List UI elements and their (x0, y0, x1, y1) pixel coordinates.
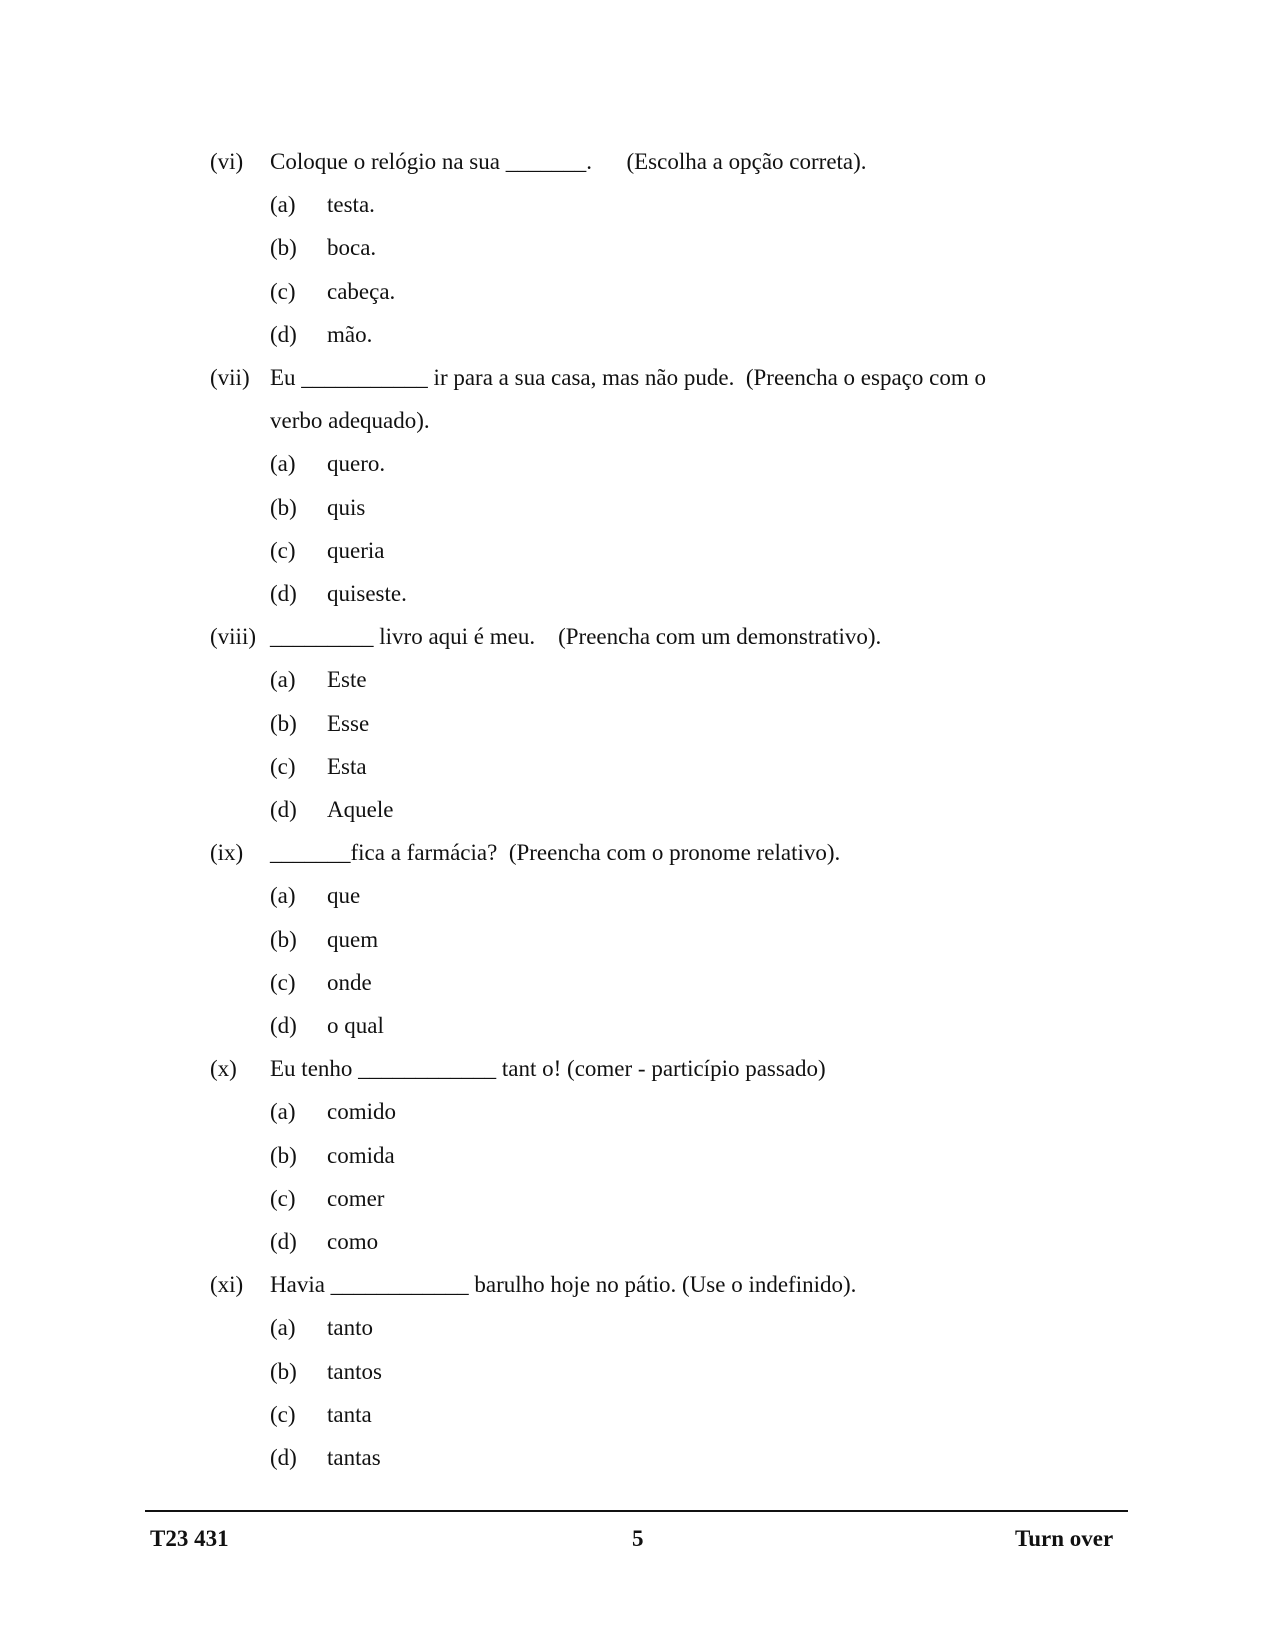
answer-option (210, 788, 1110, 831)
question-number: (x) (210, 1056, 237, 1082)
answer-option (210, 1350, 1110, 1393)
answer-option (210, 226, 1110, 269)
option-text: Este (327, 667, 367, 693)
answer-option (210, 1004, 1110, 1047)
question-text: Eu ___________ ir para a sua casa, mas não pude. (Preencha o espaço com o (270, 365, 986, 391)
option-text: tanto (327, 1315, 373, 1341)
answer-option (210, 1134, 1110, 1177)
question-block (210, 1263, 1110, 1479)
option-text: cabeça. (327, 278, 396, 304)
option-text: Aquele (327, 797, 394, 823)
option-text: tanta (327, 1401, 372, 1427)
question-text: _______fica a farmácia? (Preencha com o pronome relativo). (270, 840, 841, 866)
turn-over-label: Turn over (1015, 1526, 1114, 1551)
question-number: (vi) (210, 149, 244, 174)
question-block (210, 831, 1110, 1047)
option-text: queria (327, 537, 385, 563)
footer-divider (145, 1510, 1128, 1512)
option-text: mão. (327, 321, 373, 347)
option-label: (d) (270, 1445, 297, 1471)
option-label: (c) (270, 753, 296, 779)
option-text: testa. (327, 192, 375, 218)
option-label: (c) (270, 969, 296, 995)
option-text: Esta (327, 753, 367, 779)
question-stem (210, 831, 1110, 874)
question-block (210, 1047, 1110, 1263)
option-text: comer (327, 1185, 385, 1211)
option-label: (b) (270, 710, 297, 736)
option-text: tantas (327, 1445, 381, 1471)
answer-option (210, 1090, 1110, 1133)
option-label: (b) (270, 235, 297, 261)
option-text: quis (327, 494, 366, 520)
answer-option (210, 702, 1110, 745)
option-label: (d) (270, 321, 297, 347)
option-text: comido (327, 1099, 396, 1125)
option-label: (b) (270, 1358, 297, 1384)
question-number: (viii) (210, 624, 256, 650)
page-number: 5 (632, 1526, 644, 1551)
question-stem (210, 1263, 1110, 1306)
question-number: (ix) (210, 840, 244, 866)
answer-option (210, 1306, 1110, 1349)
question-number: (xi) (210, 1272, 244, 1298)
question-text: Coloque o relógio na sua _______. (Escolha a opção correta). (270, 149, 867, 174)
option-label: (c) (270, 1401, 296, 1427)
answer-option (210, 745, 1110, 788)
option-text: o qual (327, 1013, 384, 1039)
question-stem (210, 356, 1110, 399)
option-label: (a) (270, 883, 296, 909)
question-block (210, 615, 1110, 831)
answer-option (210, 918, 1110, 961)
question-text: Havia ____________ barulho hoje no pátio. (Use o indefinido). (270, 1272, 857, 1298)
option-label: (c) (270, 1185, 296, 1211)
answer-option (210, 486, 1110, 529)
question-text: _________ livro aqui é meu. (Preencha com um demonstrativo). (270, 624, 882, 650)
option-text: comida (327, 1142, 395, 1168)
option-label: (d) (270, 1013, 297, 1039)
question-stem (210, 140, 1110, 183)
option-text: Esse (327, 710, 370, 736)
option-text: como (327, 1229, 379, 1255)
option-label: (b) (270, 926, 297, 952)
option-label: (a) (270, 1099, 296, 1125)
option-label: (d) (270, 581, 297, 607)
option-label: (b) (270, 494, 297, 520)
option-label: (d) (270, 1229, 297, 1255)
answer-option (210, 1220, 1110, 1263)
option-text: onde (327, 969, 372, 995)
answer-option (210, 874, 1110, 917)
answer-option (210, 270, 1110, 313)
option-text: quiseste. (327, 581, 407, 607)
answer-option (210, 442, 1110, 485)
option-text: quem (327, 926, 379, 952)
answer-option (210, 1177, 1110, 1220)
question-stem (210, 615, 1110, 658)
question-block (210, 356, 1110, 615)
option-text: tantos (327, 1358, 382, 1384)
option-label: (c) (270, 537, 296, 563)
question-text-continuation: verbo adequado). (270, 408, 430, 434)
answer-option (210, 1436, 1110, 1479)
answer-option (210, 572, 1110, 615)
question-list (210, 140, 1110, 1479)
option-label: (a) (270, 451, 296, 477)
answer-option (210, 529, 1110, 572)
answer-option (210, 313, 1110, 356)
answer-option (210, 183, 1110, 226)
question-number: (vii) (210, 365, 250, 391)
option-label: (a) (270, 1315, 296, 1341)
option-label: (d) (270, 797, 297, 823)
answer-option (210, 658, 1110, 701)
question-stem (210, 1047, 1110, 1090)
option-label: (a) (270, 667, 296, 693)
option-label: (b) (270, 1142, 297, 1168)
question-text: Eu tenho ____________ tant o! (comer - particípio passado) (270, 1056, 826, 1082)
option-label: (a) (270, 192, 296, 218)
answer-option (210, 1393, 1110, 1436)
option-text: boca. (327, 235, 377, 261)
paper-code: T23 431 (150, 1526, 229, 1551)
option-text: quero. (327, 451, 386, 477)
question-block (210, 140, 1110, 356)
option-label: (c) (270, 278, 296, 304)
answer-option (210, 961, 1110, 1004)
option-text: que (327, 883, 361, 909)
